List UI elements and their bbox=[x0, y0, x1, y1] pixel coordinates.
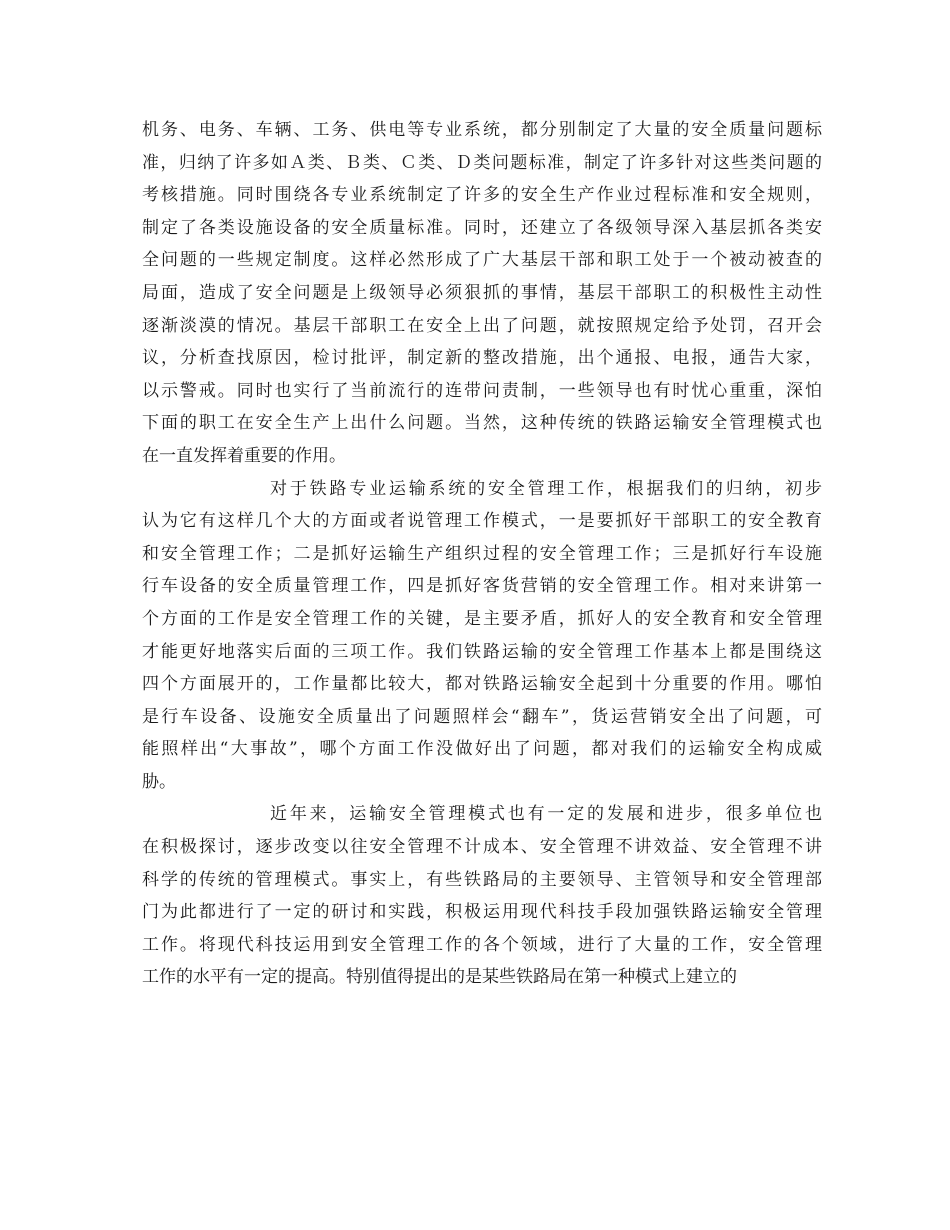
text-line: 科学的传统的管理模式。事实上，有些铁路局的主要领导、主管领导和安全管理部 bbox=[142, 869, 822, 890]
text-line: 在一直发挥着重要的作用。 bbox=[142, 445, 346, 466]
text-line: 行车设备的安全质量管理工作，四是抓好客货营销的安全管理工作。相对来讲第一 bbox=[142, 576, 822, 597]
text-line: 和安全管理工作；二是抓好运输生产组织过程的安全管理工作；三是抓好行车设施 bbox=[142, 543, 822, 564]
paragraph bbox=[142, 473, 822, 799]
text-line: 逐渐淡漠的情况。基层干部职工在安全上出了问题，就按照规定给予处罚，召开会 bbox=[142, 315, 822, 336]
text-line: 议，分析查找原因，检讨批评，制定新的整改措施，出个通报、电报，通告大家， bbox=[142, 348, 822, 369]
text-line: 工作。将现代科技运用到安全管理工作的各个领域，进行了大量的工作，安全管理 bbox=[142, 934, 822, 955]
text-line: 制定了各类设施设备的安全质量标准。同时，还建立了各级领导深入基层抓各类安 bbox=[142, 217, 822, 238]
text-line: 局面，造成了安全问题是上级领导必须狠抓的事情，基层干部职工的积极性主动性 bbox=[142, 282, 822, 303]
text-line: 全问题的一些规定制度。这样必然形成了广大基层干部和职工处于一个被动被查的 bbox=[142, 250, 822, 271]
text-line: 门为此都进行了一定的研讨和实践，积极运用现代科技手段加强铁路运输安全管理 bbox=[142, 902, 822, 923]
text-line: 认为它有这样几个大的方面或者说管理工作模式，一是要抓好干部职工的安全教育 bbox=[142, 511, 822, 532]
text-line: 以示警戒。同时也实行了当前流行的连带问责制，一些领导也有时忧心重重，深怕 bbox=[142, 380, 822, 401]
text-line: 四个方面展开的，工作量都比较大，都对铁路运输安全起到十分重要的作用。哪怕 bbox=[142, 674, 822, 695]
text-line: 胁。 bbox=[142, 771, 176, 792]
text-line: 个方面的工作是安全管理工作的关键，是主要矛盾，抓好人的安全教育和安全管理 bbox=[142, 608, 822, 629]
paragraph bbox=[142, 114, 822, 473]
text-line: 机务、电务、车辆、工务、供电等专业系统，都分别制定了大量的安全质量问题标 bbox=[142, 120, 822, 140]
text-line: 工作的水平有一定的提高。特别值得提出的是某些铁路局在第一种模式上建立的 bbox=[142, 967, 737, 988]
text-line: 近年来，运输安全管理模式也有一定的发展和进步，很多单位也 bbox=[270, 804, 822, 825]
text-line: 下面的职工在安全生产上出什么问题。当然，这种传统的铁路运输安全管理模式也 bbox=[142, 413, 822, 434]
text-line: 准，归纳了许多如Ａ类、Ｂ类、Ｃ类、Ｄ类问题标准，制定了许多针对这些类问题的 bbox=[142, 152, 822, 173]
paragraph bbox=[142, 798, 822, 994]
document-body bbox=[142, 114, 822, 994]
text-line: 才能更好地落实后面的三项工作。我们铁路运输的安全管理工作基本上都是围绕这 bbox=[142, 641, 822, 662]
text-line: 在积极探讨，逐步改变以往安全管理不计成本、安全管理不讲效益、安全管理不讲 bbox=[142, 837, 822, 858]
text-line: 是行车设备、设施安全质量出了问题照样会“翻车”，货运营销安全出了问题，可 bbox=[142, 706, 822, 727]
text-line: 能照样出“大事故”，哪个方面工作没做好出了问题，都对我们的运输安全构成威 bbox=[142, 739, 822, 760]
text-line: 考核措施。同时围绕各专业系统制定了许多的安全生产作业过程标准和安全规则， bbox=[142, 185, 822, 206]
text-line: 对于铁路专业运输系统的安全管理工作，根据我们的归纳，初步 bbox=[270, 478, 822, 499]
